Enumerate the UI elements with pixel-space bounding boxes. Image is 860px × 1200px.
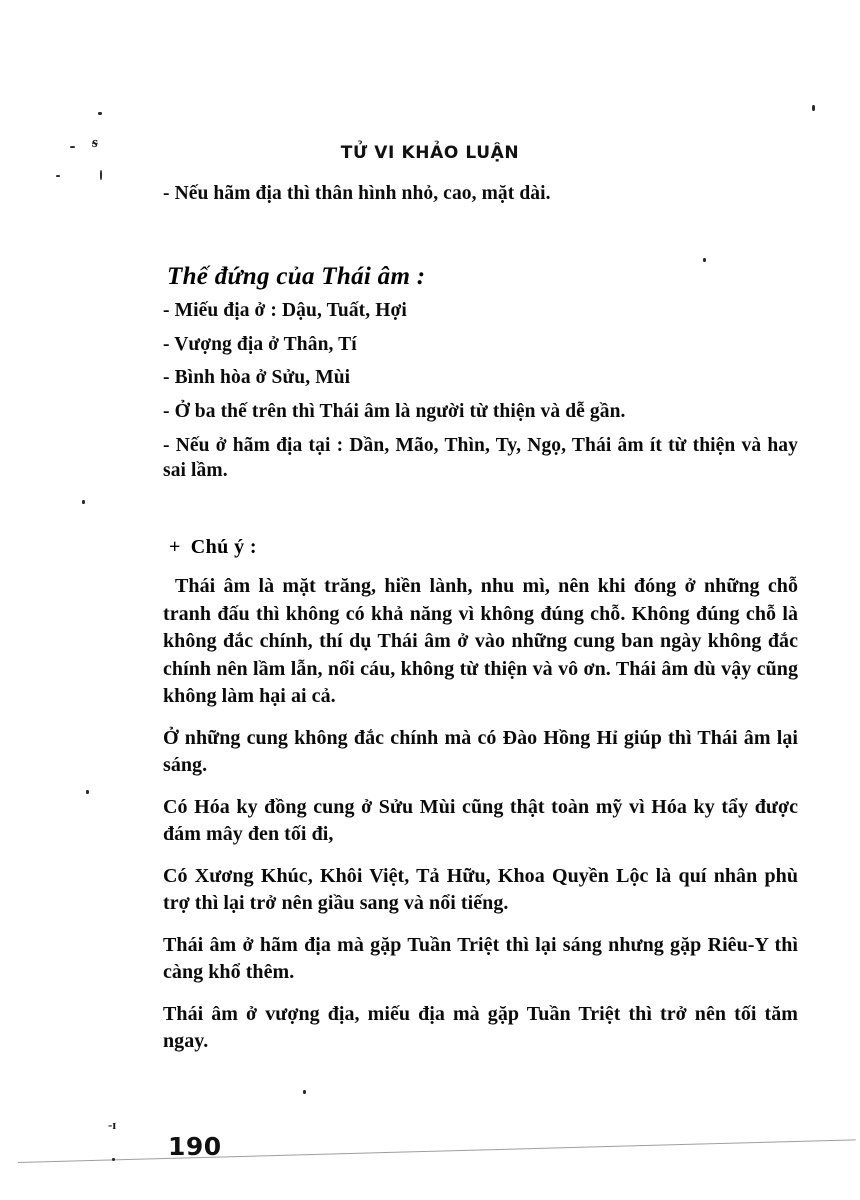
paragraph: Ở những cung không đắc chính mà có Đào Hồng Hỉ giúp thì Thái âm lại sáng. <box>163 726 798 777</box>
paragraph: Có Hóa ky đồng cung ở Sửu Mùi cũng thật toàn mỹ vì Hóa ky tẩy được đám mây đen tối đi, <box>163 795 798 846</box>
scan-speck <box>86 790 89 794</box>
paragraph: Có Xương Khúc, Khôi Việt, Tả Hữu, Khoa Quyền Lộc là quí nhân phù trợ thì lại trở nên giầu sang và nổi tiếng. <box>163 864 798 915</box>
intro-line: - Nếu hãm địa thì thân hình nhỏ, cao, mặt dài. <box>163 183 551 204</box>
scan-speck <box>70 146 75 148</box>
scan-speck <box>56 175 60 177</box>
scan-smudge: ᵴ <box>90 134 99 152</box>
list-item: - Nếu ở hãm địa tại : Dần, Mão, Thìn, Ty, Ngọ, Thái âm ít từ thiện và hay sai lầm. <box>163 435 798 482</box>
list-item: - Bình hòa ở Sửu, Mùi <box>163 367 351 389</box>
bullet-list <box>163 299 798 485</box>
running-head: TỬ VI KHẢO LUẬN <box>340 143 520 163</box>
scan-speck <box>703 258 706 262</box>
list-item: - Vượng địa ở Thân, Tí <box>163 333 357 355</box>
scan-speck <box>98 112 102 115</box>
scan-smudge: -ɪ <box>108 1117 117 1132</box>
paragraph: Thái âm là mặt trăng, hiền lành, nhu mì, nên khi đóng ở những chỗ tranh đấu thì không có khả năng vì không đúng chỗ. Không đúng chỗ là không đắc chính, thí dụ Thái âm ở vào những cung ban ngày không đắc chính nên lầm lẫn, nổi cáu, không từ thiện và vô ơn. Thái âm dù vậy cũng không làm hại ai cả. <box>163 575 798 708</box>
scan-speck <box>112 1158 115 1161</box>
scan-speck <box>100 170 102 180</box>
section-heading: Thế đứng của Thái âm : <box>167 262 426 290</box>
list-item: - Miếu địa ở : Dậu, Tuất, Hợi <box>163 299 407 321</box>
note-heading-label: Chú ý : <box>190 536 257 559</box>
note-heading <box>169 536 798 559</box>
page-number: 190 <box>168 1132 222 1161</box>
scan-speck <box>303 1090 306 1094</box>
scan-speck <box>812 105 815 111</box>
scan-edge-line <box>18 1139 856 1163</box>
paragraph: Thái âm ở vượng địa, miếu địa mà gặp Tuần Triệt thì trở nên tối tăm ngay. <box>163 1002 798 1053</box>
scan-speck <box>82 500 85 504</box>
plus-marker: + <box>169 536 181 559</box>
paragraph: Thái âm ở hãm địa mà gặp Tuần Triệt thì lại sáng nhưng gặp Riêu-Y thì càng khổ thêm. <box>163 933 798 984</box>
list-item: - Ở ba thế trên thì Thái âm là người từ thiện và dễ gần. <box>163 401 626 423</box>
page-content <box>163 182 798 1070</box>
